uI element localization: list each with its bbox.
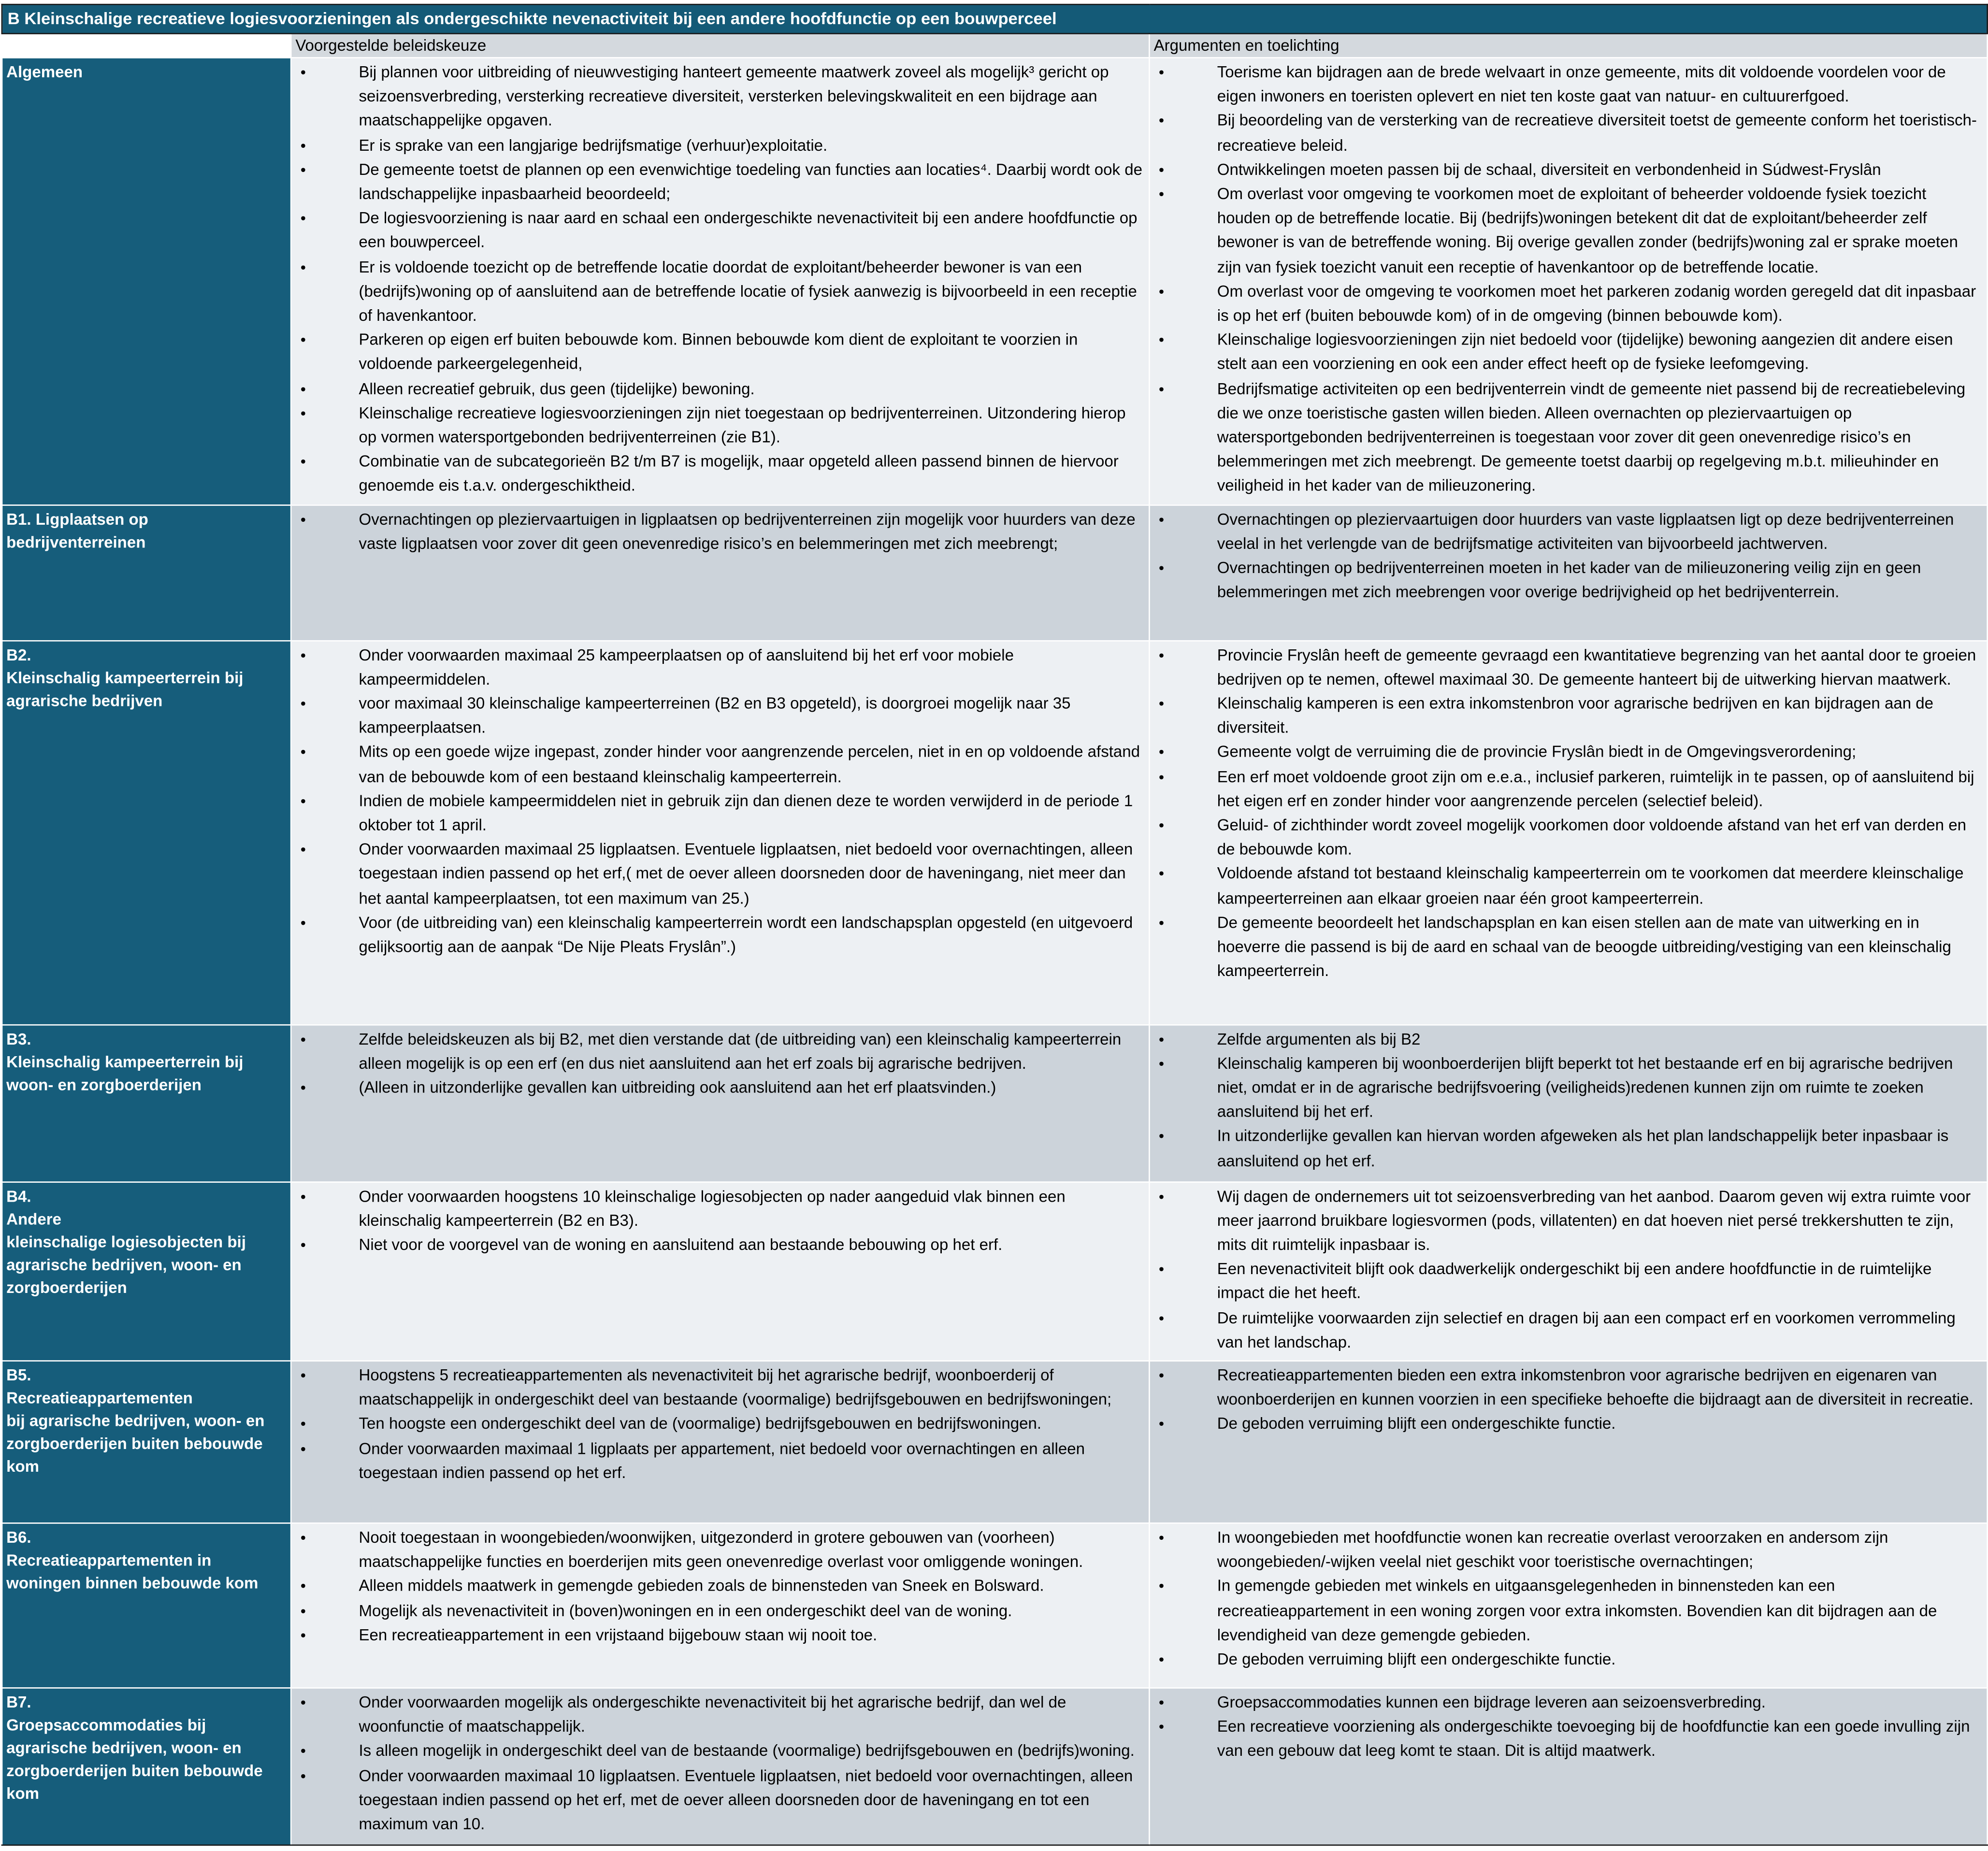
list-item: • Bedrijfsmatige activiteiten op een bedrijventerrein vindt de gemeente niet passend bij de recreatiebeleving die we onze toeristische gasten willen bieden. Alleen overnachten op pleziervaartuigen op watersportgebonden bedrijventerreinen is toegestaan voor zover dit geen onevenredige risico’s en belemmeringen met zich meebrengt. De gemeente toetst daarbij op regelgeving m.b.t. milieuhinder en veiligheid in het kader van de milieuzonering. [1154, 377, 1983, 499]
list-item: • Een recreatieappartement in een vrijstaand bijgebouw staan wij nooit toe. [295, 1624, 1145, 1648]
policy-table [1, 4, 1988, 1846]
list-item: • Ten hoogste een ondergeschikt deel van de (voormalige) bedrijfsgebouwen en bedrijfswoningen. [295, 1413, 1145, 1437]
row-label [2, 1688, 291, 1845]
table-row [2, 640, 1988, 1024]
list-item: • Zelfde argumenten als bij B2 [1154, 1028, 1983, 1052]
row-label-text: Algemeen [6, 63, 83, 81]
arguments-cell [1149, 505, 1987, 641]
policy-cell [291, 640, 1149, 1024]
bullet-list [1154, 1364, 1983, 1437]
list-item: • Er is sprake van een langjarige bedrijfsmatige (verhuur)exploitatie. [295, 134, 1145, 158]
row-label [2, 505, 291, 641]
row-label [2, 1024, 291, 1181]
policy-cell [291, 1361, 1149, 1523]
row-label-text: B5. [6, 1366, 31, 1385]
list-item: • Parkeren op eigen erf buiten bebouwde kom. Binnen bebouwde kom dient de exploitant te voorzien in voldoende parkeergelegenheid, [295, 329, 1145, 377]
row-label-text: B4. [6, 1187, 31, 1205]
list-item: • Gemeente volgt de verruiming die de provincie Fryslân biedt in de Omgevingsverordening; [1154, 741, 1983, 765]
row-label-text: B2. [6, 646, 31, 664]
table-row [2, 1523, 1988, 1688]
list-item: • Kleinschalig kamperen is een extra inkomstenbron voor agrarische bedrijven en kan bijdragen aan de diversiteit. [1154, 692, 1983, 741]
list-item: • Recreatieappartementen bieden een extra inkomstenbron voor agrarische bedrijven en eigenaren van woonboerderijen en kunnen voorzien in een specifieke behoefte die bijdraagt aan de diversiteit in recreatie. [1154, 1364, 1983, 1413]
list-item: • Geluid- of zichthinder wordt zoveel mogelijk voorkomen door voldoende afstand van het erf van derden en de bebouwde kom. [1154, 814, 1983, 863]
list-item: • Groepsaccommodaties kunnen een bijdrage leveren aan seizoensverbreding. [1154, 1691, 1983, 1715]
policy-cell [291, 1182, 1149, 1361]
table-title: B Kleinschalige recreatieve logiesvoorzieningen als ondergeschikte nevenactiviteit bij een andere hoofdfunctie op een bouwperceel [2, 4, 1988, 33]
list-item: • Om overlast voor omgeving te voorkomen moet de exploitant of beheerder voldoende fysiek toezicht houden op de betreffende locatie. Bij (bedrijfs)woningen betekent dit dat de exploitant/beheerder zelf bewoner is van de betreffende woning. Bij overige gevallen zonder (bedrijfs)woning zal er sprake moeten zijn van fysiek toezicht vanuit een receptie of havenkantoor op de betreffende locatie. [1154, 183, 1983, 280]
list-item: • Een recreatieve voorziening als ondergeschikte toevoeging bij de hoofdfunctie kan een goede invulling zijn van een gebouw dat leeg komt te staan. Dit is altijd maatwerk. [1154, 1716, 1983, 1765]
bullet-list [1154, 1185, 1983, 1355]
table-row [2, 1182, 1988, 1361]
list-item: • In uitzonderlijke gevallen kan hiervan worden afgeweken als het plan landschappelijk beter inpasbaar is aansluitend op het erf. [1154, 1125, 1983, 1174]
list-item: • Overnachtingen op bedrijventerreinen moeten in het kader van de milieuzonering veilig zijn en geen belemmeringen met zich meebrengen voor overige bedrijvigheid op het bedrijventerrein. [1154, 557, 1983, 605]
row-label [2, 1182, 291, 1361]
row-label [2, 640, 291, 1024]
list-item: • Is alleen mogelijk in ondergeschikt deel van de bestaande (voormalige) bedrijfsgebouwen en (bedrijfs)woning. [295, 1740, 1145, 1764]
bullet-list [295, 61, 1145, 499]
list-item: • De ruimtelijke voorwaarden zijn selectief en dragen bij aan een compact erf en voorkomen verrommeling van het landschap. [1154, 1306, 1983, 1355]
list-item: • Onder voorwaarden maximaal 1 ligplaats per appartement, niet bedoeld voor overnachtingen en alleen toegestaan indien passend op het erf. [295, 1437, 1145, 1486]
bullet-list [1154, 1526, 1983, 1672]
bullet-list [295, 1028, 1145, 1101]
list-item: • Onder voorwaarden hoogstens 10 kleinschalige logiesobjecten op nader aangeduid vlak binnen een kleinschalig kampeerterrein (B2 en B3). [295, 1185, 1145, 1234]
list-item: • Indien de mobiele kampeermiddelen niet in gebruik zijn dan dienen deze te worden verwijderd in de periode 1 oktober tot 1 april. [295, 789, 1145, 838]
arguments-cell [1149, 57, 1987, 504]
list-item: • Alleen middels maatwerk in gemengde gebieden zoals de binnensteden van Sneek en Bolsward. [295, 1575, 1145, 1599]
list-item: • Om overlast voor de omgeving te voorkomen moet het parkeren zodanig worden geregeld dat dit inpasbaar is op het erf (buiten bebouwde kom) of in de omgeving (binnen bebouwde kom). [1154, 280, 1983, 329]
list-item: • Zelfde beleidskeuzen als bij B2, met dien verstande dat (de uitbreiding van) een kleinschalig kampeerterrein alleen mogelijk is op een erf (en dus niet aansluitend aan het erf zoals bij agrarische bedrijven. [295, 1028, 1145, 1076]
row-label [2, 1523, 291, 1688]
list-item: • Provincie Fryslân heeft de gemeente gevraagd een kwantitatieve begrenzing van het aantal door te groeien bedrijven op te nemen, oftewel maximaal 30. De gemeente hanteert bij de uitwerking hiervan maatwerk. [1154, 644, 1983, 692]
policy-cell [291, 1688, 1149, 1845]
list-item: • Er is voldoende toezicht op de betreffende locatie doordat de exploitant/beheerder bewoner is van een (bedrijfs)woning op of aansluitend aan de betreffende locatie of fysiek aanwezig is bijvoorbeeld in een receptie of havenkantoor. [295, 256, 1145, 329]
list-item: • Bij beoordeling van de versterking van de recreatieve diversiteit toetst de gemeente conform het toeristisch-recreatieve beleid. [1154, 110, 1983, 158]
column-header-empty [2, 34, 291, 58]
list-item: • (Alleen in uitzonderlijke gevallen kan uitbreiding ook aansluitend aan het erf plaatsvinden.) [295, 1076, 1145, 1101]
list-item: • De geboden verruiming blijft een ondergeschikte functie. [1154, 1648, 1983, 1672]
column-header-policy: Voorgestelde beleidskeuze [291, 34, 1149, 58]
bullet-list [295, 1691, 1145, 1837]
bullet-list [1154, 644, 1983, 984]
list-item: • Ontwikkelingen moeten passen bij de schaal, diversiteit en verbondenheid in Súdwest-Fryslân [1154, 158, 1983, 182]
table-title-row [2, 4, 1988, 33]
table-row [2, 505, 1988, 641]
list-item: • De geboden verruiming blijft een ondergeschikte functie. [1154, 1413, 1983, 1437]
bullet-list [295, 1364, 1145, 1486]
list-item: • De gemeente beoordeelt het landschapsplan en kan eisen stellen aan de mate van uitwerking en in hoeverre die passend is bij de aard en schaal van de beoogde uitbreiding/vestiging van een kleinschalig kampeerterrein. [1154, 911, 1983, 984]
bullet-list [1154, 508, 1983, 605]
arguments-cell [1149, 1523, 1987, 1688]
list-item: • Voor (de uitbreiding van) een kleinschalig kampeerterrein wordt een landschapsplan opgesteld (en uitgevoerd gelijksoortig aan de aanpak “De Nije Pleats Fryslân”.) [295, 911, 1145, 960]
arguments-cell [1149, 1361, 1987, 1523]
table-row [2, 1688, 1988, 1845]
row-label-text: Andere [6, 1210, 61, 1228]
row-label-text: kleinschalige logiesobjecten bij agrarische bedrijven, woon- en zorgboerderijen [6, 1233, 246, 1297]
policy-cell [291, 1024, 1149, 1181]
bullet-list [295, 1526, 1145, 1648]
list-item: • In woongebieden met hoofdfunctie wonen kan recreatie overlast veroorzaken en andersom zijn woongebieden/-wijken veelal niet geschikt voor toeristische overnachtingen; [1154, 1526, 1983, 1575]
list-item: • Onder voorwaarden maximaal 10 ligplaatsen. Eventuele ligplaatsen, niet bedoeld voor overnachtingen, alleen toegestaan indien passend op het erf, met de oever alleen doorsneden door de haveningang en tot een maximum van 10. [295, 1764, 1145, 1837]
row-label-text: B6. [6, 1529, 31, 1547]
list-item: • Nooit toegestaan in woongebieden/woonwijken, uitgezonderd in grotere gebouwen van (voorheen) maatschappelijke functies en boerderijen mits geen onevenredige overlast voor omliggende woningen. [295, 1526, 1145, 1575]
list-item: • Overnachtingen op pleziervaartuigen in ligplaatsen op bedrijventerreinen zijn mogelijk voor huurders van deze vaste ligplaatsen voor zover dit geen onevenredige risico’s en belemmeringen met zich meebrengt; [295, 508, 1145, 557]
row-label-text: bij agrarische bedrijven, woon- en zorgboerderijen buiten bebouwde kom [6, 1412, 265, 1476]
column-header-arguments: Argumenten en toelichting [1149, 34, 1987, 58]
list-item: • Kleinschalig kamperen bij woonboerderijen blijft beperkt tot het bestaande erf en bij agrarische bedrijven niet, omdat er in de agrarische bedrijfsvoering (veiligheids)redenen kunnen zijn om ruimte te zoeken aansluitend bij het erf. [1154, 1052, 1983, 1125]
row-label-text: Recreatieappartementen [6, 1389, 193, 1407]
list-item: • Een nevenactiviteit blijft ook daadwerkelijk ondergeschikt bij een andere hoofdfunctie in de ruimtelijke impact die het heeft. [1154, 1258, 1983, 1306]
list-item: • De logiesvoorziening is naar aard en schaal een ondergeschikte nevenactiviteit bij een andere hoofdfunctie op een bouwperceel. [295, 207, 1145, 256]
row-label-text: Kleinschalig kampeerterrein bij woon- en zorgboerderijen [6, 1053, 244, 1094]
arguments-cell [1149, 1024, 1987, 1181]
row-label-text: Kleinschalig kampeerterrein bij agrarische bedrijven [6, 669, 244, 710]
bullet-list [1154, 1028, 1983, 1174]
list-item: • Voldoende afstand tot bestaand kleinschalig kampeerterrein om te voorkomen dat meerdere kleinschalige kampeerterreinen aan elkaar groeien naar één groot kampeerterrein. [1154, 862, 1983, 911]
arguments-cell [1149, 1688, 1987, 1845]
list-item: • Bij plannen voor uitbreiding of nieuwvestiging hanteert gemeente maatwerk zoveel als mogelijk³ gericht op seizoensverbreding, versterking recreatieve diversiteit, versterken belevingskwaliteit en een bijdrage aan maatschappelijke opgaven. [295, 61, 1145, 134]
row-label-text: B3. [6, 1030, 31, 1048]
list-item: • Overnachtingen op pleziervaartuigen door huurders van vaste ligplaatsen ligt op deze bedrijventerreinen veelal in het verlengde van de bedrijfsmatige activiteiten van bijvoorbeeld jachtwerven. [1154, 508, 1983, 557]
row-label [2, 57, 291, 504]
list-item: • Een erf moet voldoende groot zijn om e.e.a., inclusief parkeren, ruimtelijk in te passen, op of aansluitend bij het eigen erf en zonder hinder voor aangrenzende percelen (selectief beleid). [1154, 765, 1983, 814]
list-item: • voor maximaal 30 kleinschalige kampeerterreinen (B2 en B3 opgeteld), is doorgroei mogelijk naar 35 kampeerplaatsen. [295, 692, 1145, 741]
list-item: • Onder voorwaarden mogelijk als ondergeschikte nevenactiviteit bij het agrarische bedrijf, dan wel de woonfunctie of maatschappelijk. [295, 1691, 1145, 1740]
row-label-text: B1. Ligplaatsen op bedrijventerreinen [6, 510, 148, 551]
list-item: • Hoogstens 5 recreatieappartementen als nevenactiviteit bij het agrarische bedrijf, woonboerderij of maatschappelijk in ondergeschikt deel van bestaande (voormalige) bedrijfsgebouwen en bedrijfswoningen; [295, 1364, 1145, 1413]
bullet-list [1154, 1691, 1983, 1764]
table-row [2, 1024, 1988, 1181]
list-item: • Toerisme kan bijdragen aan de brede welvaart in onze gemeente, mits dit voldoende voordelen voor de eigen inwoners en toeristen oplevert en niet ten koste gaat van natuur- en cultuurerfgoed. [1154, 61, 1983, 110]
list-item: • Wij dagen de ondernemers uit tot seizoensverbreding van het aanbod. Daarom geven wij extra ruimte voor meer jaarrond bruikbare logiesvormen (pods, villatenten) en dat hoeven niet persé trekkershutten te zijn, mits dit ruimtelijk inpasbaar is. [1154, 1185, 1983, 1258]
policy-cell [291, 505, 1149, 641]
list-item: • Kleinschalige recreatieve logiesvoorzieningen zijn niet toegestaan op bedrijventerreinen. Uitzondering hierop op vormen watersportgebonden bedrijventerreinen (zie B1). [295, 402, 1145, 450]
list-item: • Alleen recreatief gebruik, dus geen (tijdelijke) bewoning. [295, 377, 1145, 402]
row-label-text: B7. [6, 1693, 31, 1712]
policy-cell [291, 57, 1149, 504]
table-body [2, 57, 1988, 1845]
bullet-list [1154, 61, 1983, 499]
list-item: • Kleinschalige logiesvoorzieningen zijn niet bedoeld voor (tijdelijke) bewoning aangezien dit andere eisen stelt aan een voorziening en ook een ander effect heeft op de fysieke leefomgeving. [1154, 329, 1983, 377]
policy-cell [291, 1523, 1149, 1688]
bullet-list [295, 508, 1145, 557]
table-row [2, 57, 1988, 504]
arguments-cell [1149, 1182, 1987, 1361]
arguments-cell [1149, 640, 1987, 1024]
column-header-row [2, 34, 1988, 58]
list-item: • Niet voor de voorgevel van de woning en aansluitend aan bestaande bebouwing op het erf. [295, 1234, 1145, 1258]
row-label-text: Recreatieappartementen in woningen binnen bebouwde kom [6, 1551, 259, 1593]
list-item: • Mogelijk als nevenactiviteit in (boven)woningen en in een ondergeschikt deel van de woning. [295, 1599, 1145, 1623]
list-item: • In gemengde gebieden met winkels en uitgaansgelegenheden in binnensteden kan een recreatieappartement in een woning zorgen voor extra inkomsten. Bovendien kan dit bijdragen aan de levendigheid van deze gemengde gebieden. [1154, 1575, 1983, 1648]
table-row [2, 1361, 1988, 1523]
bullet-list [295, 1185, 1145, 1258]
bullet-list [295, 644, 1145, 960]
row-label [2, 1361, 291, 1523]
list-item: • De gemeente toetst de plannen op een evenwichtige toedeling van functies aan locaties⁴. Daarbij wordt ook de landschappelijke inpasbaarheid beoordeeld; [295, 158, 1145, 207]
list-item: • Onder voorwaarden maximaal 25 kampeerplaatsen op of aansluitend bij het erf voor mobiele kampeermiddelen. [295, 644, 1145, 692]
list-item: • Mits op een goede wijze ingepast, zonder hinder voor aangrenzende percelen, niet in en op voldoende afstand van de bebouwde kom of een bestaand kleinschalig kampeerterrein. [295, 741, 1145, 789]
row-label-text: Groepsaccommodaties bij agrarische bedrijven, woon- en zorgboerderijen buiten bebouwde kom [6, 1716, 263, 1803]
list-item: • Combinatie van de subcategorieën B2 t/m B7 is mogelijk, maar opgeteld alleen passend binnen de hiervoor genoemde eis t.a.v. ondergeschiktheid. [295, 450, 1145, 499]
list-item: • Onder voorwaarden maximaal 25 ligplaatsen. Eventuele ligplaatsen, niet bedoeld voor overnachtingen, alleen toegestaan indien passend op het erf,( met de oever alleen doorsneden door de haveningang, niet meer dan het aantal kampeerplaatsen, tot een maximum van 25.) [295, 838, 1145, 911]
